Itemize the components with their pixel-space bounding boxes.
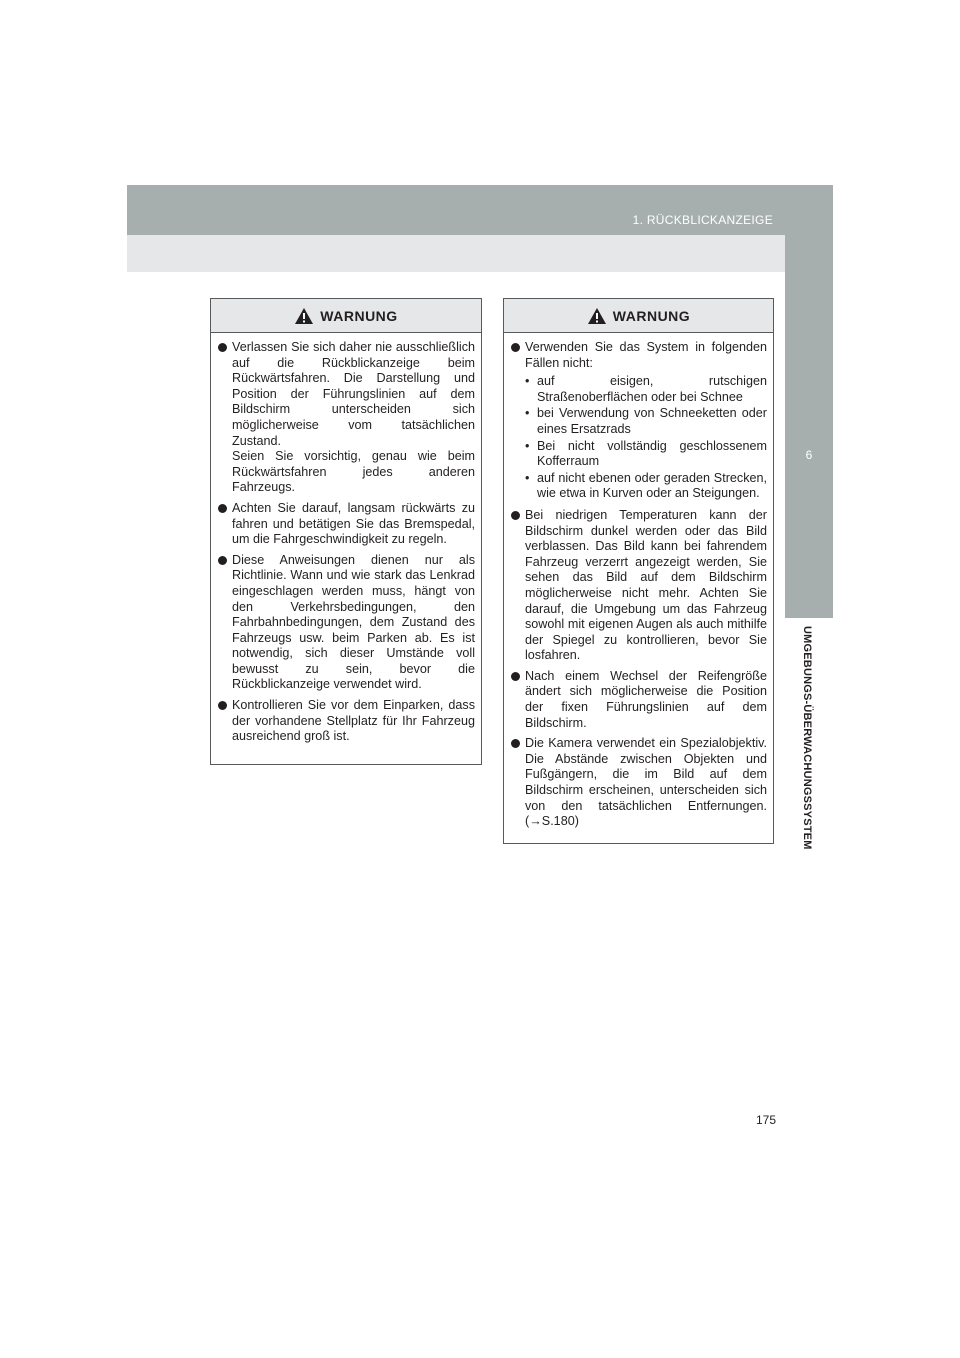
sub-bullet-icon: • [525, 470, 530, 485]
warning-item [218, 340, 475, 496]
bullet-icon [511, 511, 520, 520]
chapter-tab [785, 185, 833, 618]
warning-header [504, 299, 773, 333]
header-band [127, 185, 833, 235]
bullet-icon [511, 739, 520, 748]
warning-title: WARNUNG [320, 307, 398, 324]
warning-item-text: Verlassen Sie sich daher nie ausschließlich auf die Rückblickanzeige beim Rückwärtsfahren. Die Darstellung und Position der Führungslinien auf dem Bildschirm unterscheiden sich möglicherweise vom tatsächlichen Zustand. Seien Sie vorsichtig, genau wie beim Rückwärtsfahren jedes anderen Fahrzeugs. [232, 340, 475, 495]
warning-subitem-text: bei Verwendung von Schneeketten oder eines Ersatzrads [537, 406, 767, 436]
header-sub-band [127, 235, 833, 272]
warning-subitem [525, 406, 767, 437]
warning-item [218, 501, 475, 548]
sub-bullet-icon: • [525, 438, 530, 453]
warning-subitem [525, 439, 767, 470]
warning-item-text: Verwenden Sie das System in folgenden Fällen nicht: [525, 340, 767, 370]
warning-subitem [525, 374, 767, 405]
bullet-icon [511, 343, 520, 352]
sub-bullet-icon: • [525, 374, 530, 389]
warning-item [511, 669, 767, 731]
warning-subitem-text: Bei nicht vollständig geschlossenem Kofferraum [537, 438, 767, 469]
warning-item-text: Kontrollieren Sie vor dem Einparken, dass der vorhandene Stellplatz für Ihr Fahrzeug ausreichend groß ist. [232, 698, 475, 744]
warning-title: WARNUNG [612, 307, 691, 324]
sub-bullet-icon: • [525, 406, 530, 421]
warning-item [511, 508, 767, 664]
warning-item-text: Achten Sie darauf, langsam rückwärts zu fahren und betätigen Sie das Bremspedal, um die Fahrgeschwindigkeit zu regeln. [232, 500, 475, 547]
warning-triangle-icon [294, 307, 314, 325]
warning-triangle-icon [587, 307, 607, 325]
warning-item [511, 736, 767, 830]
warning-item-text: Die Kamera verwendet ein Spezialobjektiv. Die Abstände zwischen Objekten und Fußgängern, die im Bild auf dem Bildschirm erscheinen, unterscheiden sich von den tatsächlichen Entfernungen.(→S.180) [525, 736, 767, 829]
warning-box-left [210, 298, 482, 765]
warning-header [211, 299, 481, 333]
warning-item [511, 340, 767, 503]
warning-item-text: Diese Anweisungen dienen nur als Richtlinie. Wann und wie stark das Lenkrad eingeschlagen werden muss, hängt von den Verkehrsbedingungen, den Fahrbahnbedingungen, dem Zustand des Fahrzeugs usw. beim Parken ab. Es ist notwendig, sich dieser Umstände voll bewusst zu sein, bevor die Rückblickanzeige verwendet wird. [232, 552, 475, 692]
bullet-icon [218, 504, 227, 513]
warning-subitem [525, 471, 767, 502]
chapter-number: 6 [805, 448, 813, 462]
bullet-icon [218, 556, 227, 565]
warning-subitem-text: auf nicht ebenen oder geraden Strecken, wie etwa in Kurven oder an Steigungen. [537, 470, 767, 501]
warning-box-right [503, 298, 774, 844]
warning-item-text: Nach einem Wechsel der Reifengröße ändert sich möglicherweise die Position der fixen Führungslinien auf dem Bildschirm. [525, 668, 767, 730]
warning-item-text: Bei niedrigen Temperaturen kann der Bildschirm dunkel werden oder das Bild verblassen. Das Bild kann bei fahrendem Fahrzeug verzerrt angezeigt werden, Sie sehen das Bild auf dem Bildschirm möglicherweise nicht mehr. Achten Sie darauf, die Umgebung um das Fahrzeug sowohl mit eigenen Augen als auch mithilfe der Spiegel zu kontrollieren, bevor Sie losfahren. [525, 507, 767, 663]
chapter-label: UMGEBUNGS-ÜBERWACHUNGSSYSTEM [801, 626, 813, 850]
warning-item [218, 553, 475, 693]
warning-body [211, 333, 481, 756]
bullet-icon [218, 343, 227, 352]
warning-body [504, 333, 773, 841]
page-number: 175 [755, 1113, 776, 1127]
section-title: 1. RÜCKBLICKANZEIGE [632, 213, 773, 227]
bullet-icon [511, 672, 520, 681]
warning-item [218, 698, 475, 745]
warning-subitem-text: auf eisigen, rutschigen Straßenoberflächen oder bei Schnee [537, 374, 767, 404]
bullet-icon [218, 701, 227, 710]
